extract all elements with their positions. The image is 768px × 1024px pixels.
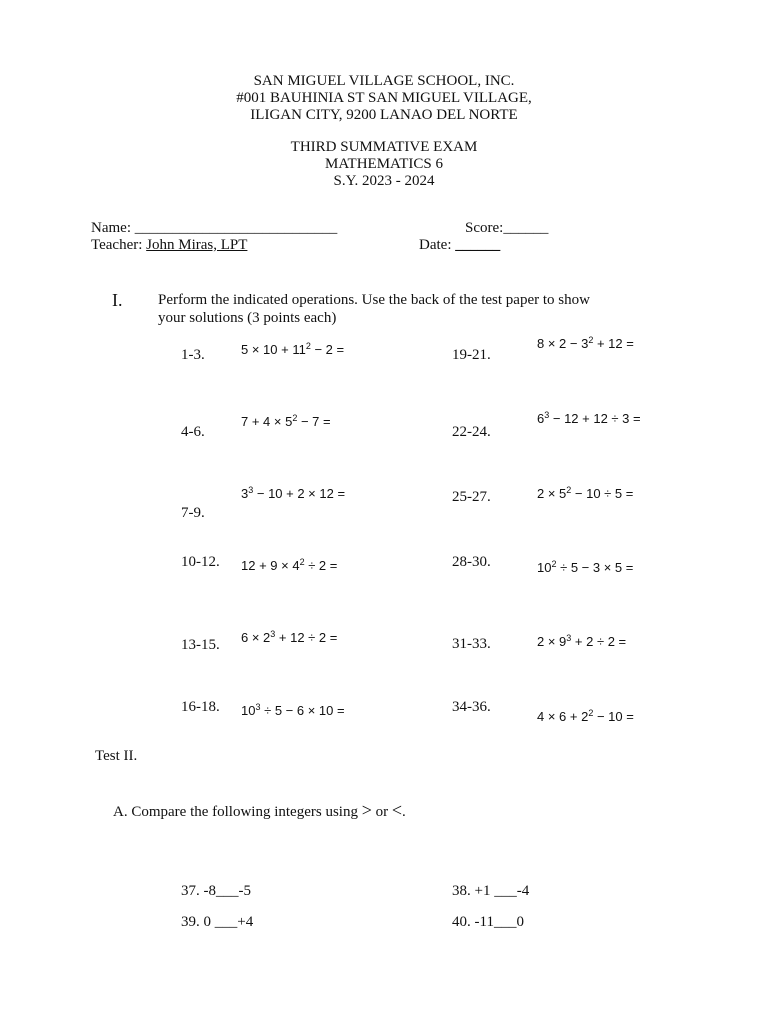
teacher-field: [91, 237, 247, 254]
item-number: 19-21.: [452, 347, 491, 363]
exam-subject: MATHEMATICS 6: [325, 156, 443, 172]
expression: $12 + 9 \times 4^2 \div 2$ =: [241, 557, 338, 573]
expression: $10^3 \div 5 - 6 \times 10$ =: [241, 702, 345, 718]
compare-item: 40. -11___0: [452, 914, 524, 930]
expression: $5 \times 10 + 11^2 - 2$ =: [241, 341, 345, 357]
date-blank: ______: [455, 237, 501, 253]
item-number: 16-18.: [181, 699, 220, 715]
school-year: S.Y. 2023 - 2024: [333, 173, 435, 189]
test2-title: Test II.: [95, 748, 138, 764]
teacher-label: Teacher:: [91, 237, 147, 253]
expression: $3^3 - 10 + 2 \times 12$ =: [241, 485, 346, 501]
item-number: 4-6.: [181, 424, 205, 440]
item-number: 28-30.: [452, 554, 491, 570]
compare-item: 37. -8___-5: [181, 883, 251, 899]
expression: $2 \times 5^2 - 10 \div 5$ =: [537, 485, 634, 501]
expression: $6^3 - 12 + 12 \div 3$ =: [537, 410, 641, 426]
item-number: 31-33.: [452, 636, 491, 652]
compare-item: 38. +1 ___-4: [452, 883, 530, 899]
test1-instruction-line-2: your solutions (3 points each): [158, 310, 337, 326]
item-number: 25-27.: [452, 489, 491, 505]
expression: $10^2 \div 5 - 3 \times 5$ =: [537, 559, 634, 575]
school-header: [0, 73, 768, 124]
expression: $4 \times 6 + 2^2 - 10$ =: [537, 708, 634, 724]
expression: $6 \times 2^3 + 12 \div 2$ =: [241, 629, 338, 645]
expression: $7 + 4 \times 5^2 - 7$ =: [241, 413, 331, 429]
test2-part-a-instruction: A. Compare the following integers using > or <.: [113, 800, 406, 820]
school-address-line-1: #001 BAUHINIA ST SAN MIGUEL VILLAGE,: [236, 90, 532, 106]
teacher-name: John Miras, LPT: [146, 237, 248, 253]
item-number: 7-9.: [181, 505, 205, 521]
exam-header: [0, 139, 768, 190]
item-number: 13-15.: [181, 637, 220, 653]
expression: $2 \times 9^3 + 2 \div 2$ =: [537, 633, 627, 649]
compare-item: 39. 0 ___+4: [181, 914, 254, 930]
exam-title: THIRD SUMMATIVE EXAM: [290, 139, 478, 155]
test1-roman-numeral: I.: [112, 290, 123, 310]
test1-instruction-line-1: Perform the indicated operations. Use the back of the test paper to show: [158, 292, 590, 308]
date-label: Date:: [419, 237, 456, 253]
item-number: 22-24.: [452, 424, 491, 440]
item-number: 1-3.: [181, 347, 205, 363]
expression: $8 \times 2 - 3^2 + 12$ =: [537, 335, 634, 351]
name-field: Name: ___________________________: [91, 220, 338, 236]
score-field: Score:______: [465, 220, 549, 236]
date-field: [419, 237, 500, 254]
school-name: SAN MIGUEL VILLAGE SCHOOL, INC.: [253, 73, 515, 89]
school-address-line-2: ILIGAN CITY, 9200 LANAO DEL NORTE: [250, 107, 518, 123]
item-number: 10-12.: [181, 554, 220, 570]
item-number: 34-36.: [452, 699, 491, 715]
